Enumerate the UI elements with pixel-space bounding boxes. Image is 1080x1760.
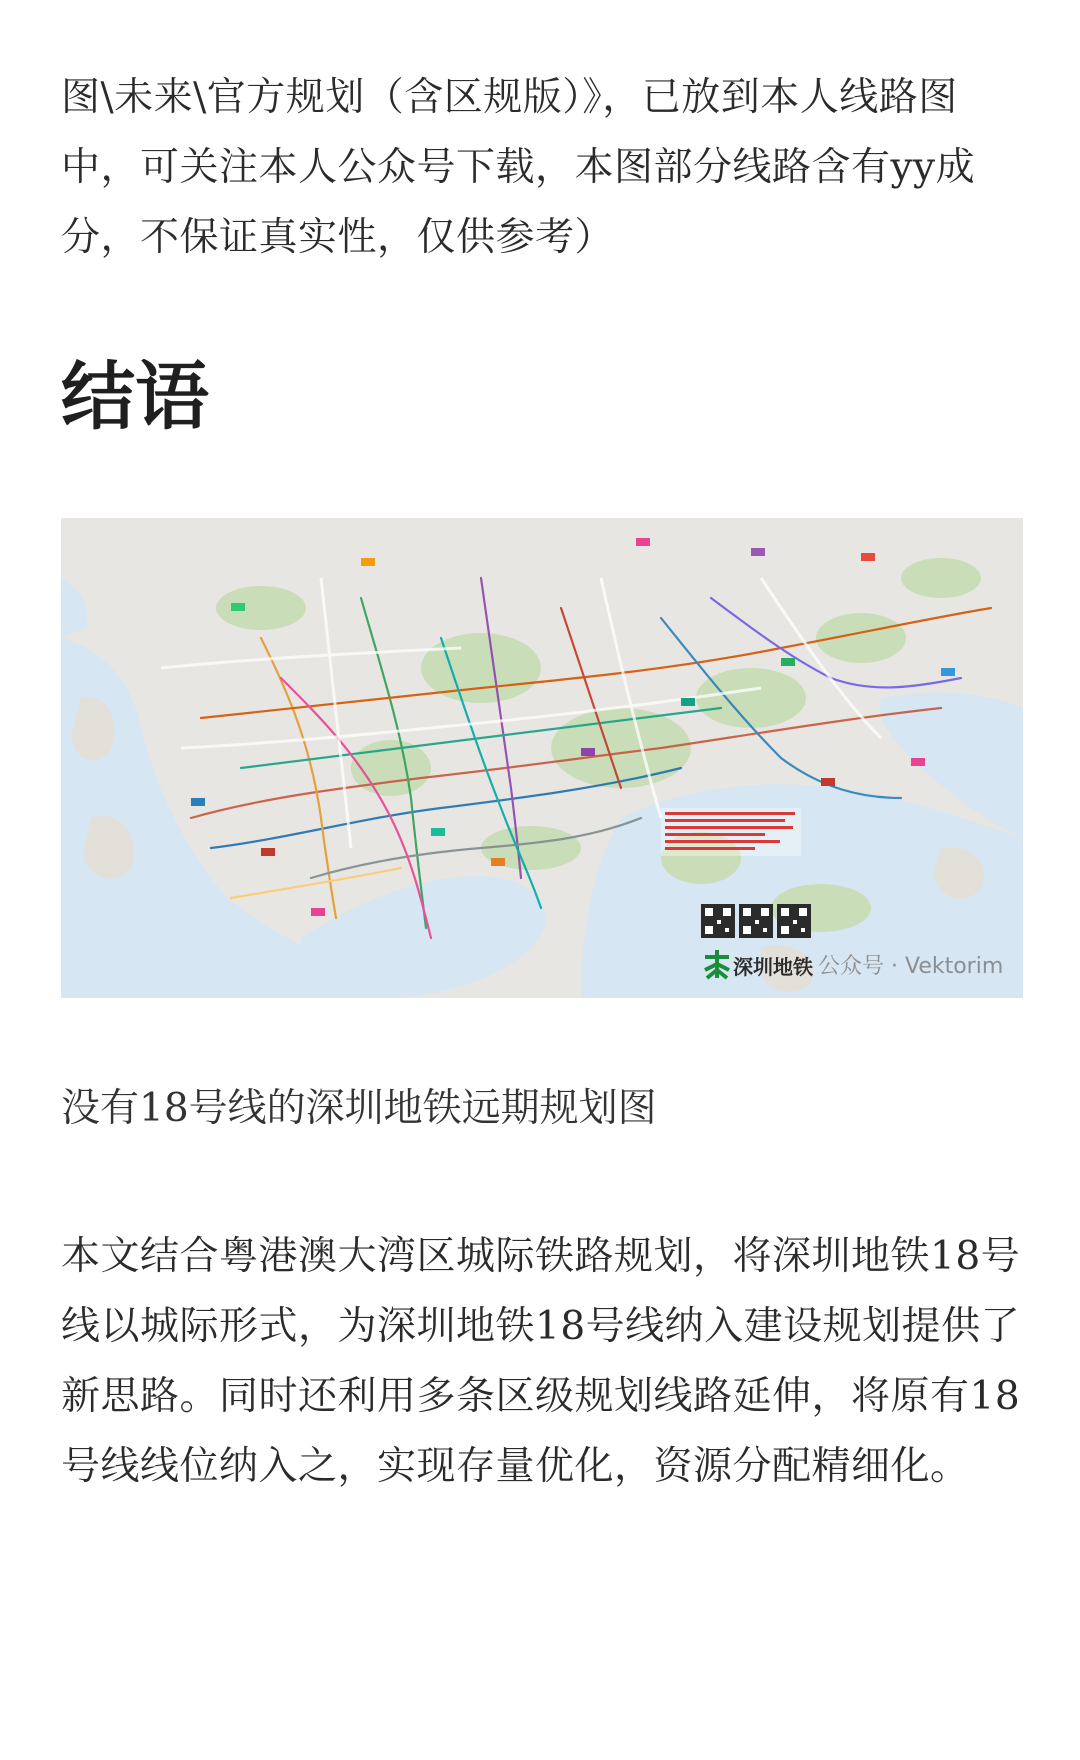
intro-paragraph: 图\未来\官方规划（含区规版）》，已放到本人线路图中，可关注本人公众号下载，本图部分线路含有yy成分，不保证真实性，仅供参考） [61,75,976,260]
closing-paragraph: 本文结合粤港澳大湾区城际铁路规划，将深圳地铁18号线以城际形式，为深圳地铁18号线纳入建设规划提供了新思路。同时还利用多条区级规划线路延伸，将原有18号线线位纳入之，实现存量优化，资源分配精细化。 [61,1234,1021,1489]
map-watermark: 公众号 · Vektorim [818,954,1004,979]
metro-map-image[interactable] [61,518,1023,998]
figure-caption: 没有18号线的深圳地铁远期规划图 [61,1086,657,1131]
section-heading: 结语 [61,354,209,440]
map-logo-text: 深圳地铁 [733,955,813,979]
